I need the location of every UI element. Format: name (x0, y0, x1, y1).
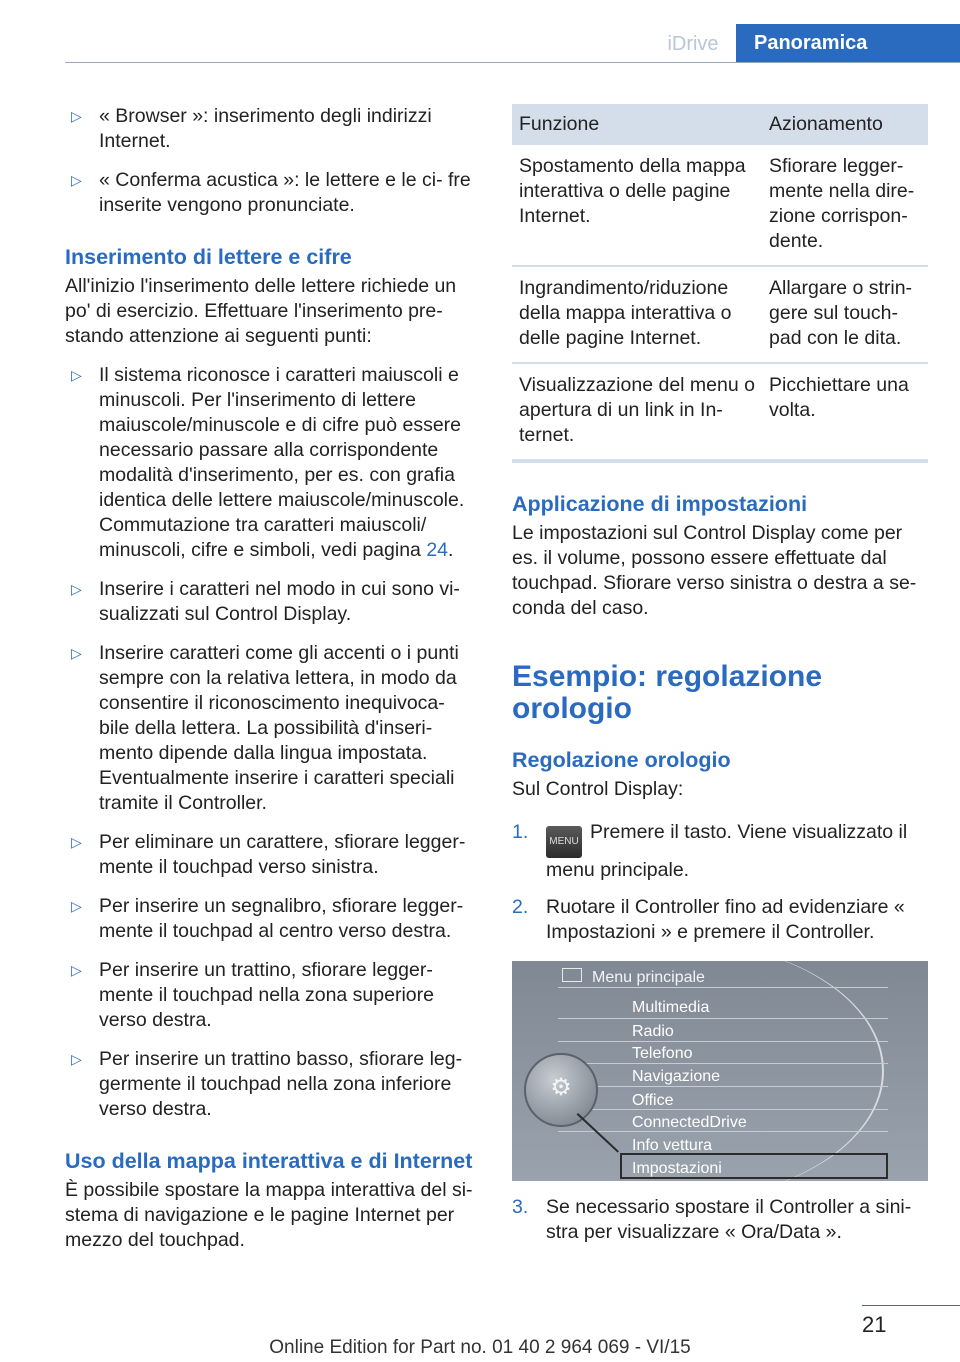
left-column (65, 104, 479, 1267)
menu-item: Multimedia (632, 999, 710, 1016)
page-number: 21 (862, 1312, 887, 1337)
list-item: ▷ Per eliminare un carattere, sfiorare legger‐ mente il touchpad verso sinistra. (71, 831, 466, 878)
heading-settings: Applicazione di impostazioni (512, 492, 808, 516)
table-cell: Picchiettare una volta. (762, 363, 928, 461)
footer-rule (862, 1305, 960, 1306)
table-row (512, 266, 928, 363)
heading-clock: Regolazione orologio (512, 748, 731, 772)
table-cell: Ingrandimento/riduzione della mappa interattiva o delle pagine Internet. (512, 266, 762, 363)
list-item: ▷ Il sistema riconosce i caratteri maiuscoli e minuscoli. Per l'inserimento di lettere maiuscole/minuscole e di cifre può essere necessario passare alla corrispondente modalità d'inserimento, per es. con grafia identica delle lettere maiuscole/minuscole. Commutazione tra caratteri maiuscoli/ minuscoli, cifre e simboli, vedi pagina 24. (71, 364, 465, 561)
bullet-icon: ▷ (71, 962, 82, 978)
bullet-icon: ▷ (71, 581, 82, 597)
menu-item: Telefono (632, 1045, 693, 1062)
header-section: iDrive (667, 33, 719, 55)
list-item: ▷ Inserire caratteri come gli accenti o i punti sempre con la relativa lettera, in modo da consentire il riconoscimento inequivoca‐ bile della lettera. La possibilità d'inseri‐ mento dipende dalla lingua impostata. Eventualmente inserire i caratteri speciali tramite il Controller. (71, 642, 459, 814)
settings-icon: ⚙ (550, 1074, 572, 1101)
screen-title: Menu principale (592, 969, 705, 986)
menu-item: Info vettura (632, 1137, 713, 1154)
paragraph-settings: Le impostazioni sul Control Display come per es. il volume, possono essere effettuate dal touchpad. Sfiorare verso sinistra o destra a se‐ conda del caso. (512, 522, 917, 619)
edition-note: Online Edition for Part no. 01 40 2 964 069 - VI/15 (269, 1337, 691, 1358)
table-cell: Spostamento della mappa interattiva o delle pagine Internet. (512, 145, 762, 266)
step-item: 3. Se necessario spostare il Controller a sini‐ stra per visualizzare « Ora/Data ». (512, 1196, 912, 1243)
table-header: Azionamento (762, 104, 928, 145)
step-item: 1. MENU Premere il tasto. Viene visualizzato il menu principale. (512, 821, 908, 881)
controller-knob (524, 1053, 598, 1127)
menu-item: ConnectedDrive (632, 1114, 747, 1131)
bullet-icon: ▷ (71, 172, 82, 188)
table-row (512, 363, 928, 461)
paragraph-letters: All'inizio l'inserimento delle lettere richiede un po' di esercizio. Effettuare l'inserimento pre‐ stando attenzione ai seguenti punti: (65, 275, 457, 347)
table-row (512, 145, 928, 266)
list-item: ▷ Inserire i caratteri nel modo in cui sono vi‐ sualizzati sul Control Display. (71, 578, 460, 625)
bullet-icon: ▷ (71, 898, 82, 914)
heading-map: Uso della mappa interattiva e di Internet (65, 1149, 473, 1173)
page-link[interactable]: 24 (426, 539, 449, 561)
paragraph-map: È possibile spostare la mappa interattiva del si‐ stema di navigazione e le pagine Internet per mezzo del touchpad. (65, 1179, 473, 1251)
bullet-icon: ▷ (71, 834, 82, 850)
menu-item: Navigazione (632, 1068, 721, 1085)
bullet-icon: ▷ (71, 367, 82, 383)
bullet-icon: ▷ (71, 1051, 82, 1067)
table-cell: Sfiorare legger‐ mente nella dire‐ zione corrispon‐ dente. (762, 145, 928, 266)
list-item: ▷ « Browser »: inserimento degli indirizzi Internet. (71, 105, 432, 152)
menu-item: Radio (632, 1023, 674, 1040)
list-item: ▷ Per inserire un segnalibro, sfiorare legger‐ mente il touchpad al centro verso destra. (71, 895, 464, 942)
right-column (512, 104, 928, 1257)
menu-list-icon (562, 968, 582, 982)
menu-item-selected: Impostazioni (632, 1160, 722, 1177)
list-item: ▷ Per inserire un trattino, sfiorare legger‐ mente il touchpad nella zona superiore verso destra. (71, 959, 434, 1031)
header-chapter: Panoramica (736, 24, 960, 62)
paragraph-clock: Sul Control Display: (512, 778, 684, 800)
header-rule (65, 62, 960, 63)
list-item: ▷ Per inserire un trattino basso, sfiorare leg‐ germente il touchpad nella zona inferiore verso destra. (71, 1048, 463, 1120)
menu-item: Office (632, 1092, 674, 1109)
list-item: ▷ « Conferma acustica »: le lettere e le ci‐ fre inserite vengono pronunciate. (71, 169, 471, 216)
control-display-screenshot (512, 961, 928, 1181)
function-table (512, 104, 928, 463)
heading-letters: Inserimento di lettere e cifre (65, 245, 352, 269)
table-cell: Visualizzazione del menu o apertura di un link in In‐ ternet. (512, 363, 762, 461)
bullet-icon: ▷ (71, 645, 82, 661)
table-header: Funzione (512, 104, 762, 145)
step-item: 2. Ruotare il Controller fino ad evidenziare « Impostazioni » e premere il Controller. (512, 896, 905, 943)
bullet-icon: ▷ (71, 108, 82, 124)
table-header-row (512, 104, 928, 145)
menu-button-icon: MENU (546, 826, 582, 858)
heading-example: Esempio: regolazione orologio (512, 660, 823, 725)
table-cell: Allargare o strin‐ gere sul touch‐ pad con le dita. (762, 266, 928, 363)
